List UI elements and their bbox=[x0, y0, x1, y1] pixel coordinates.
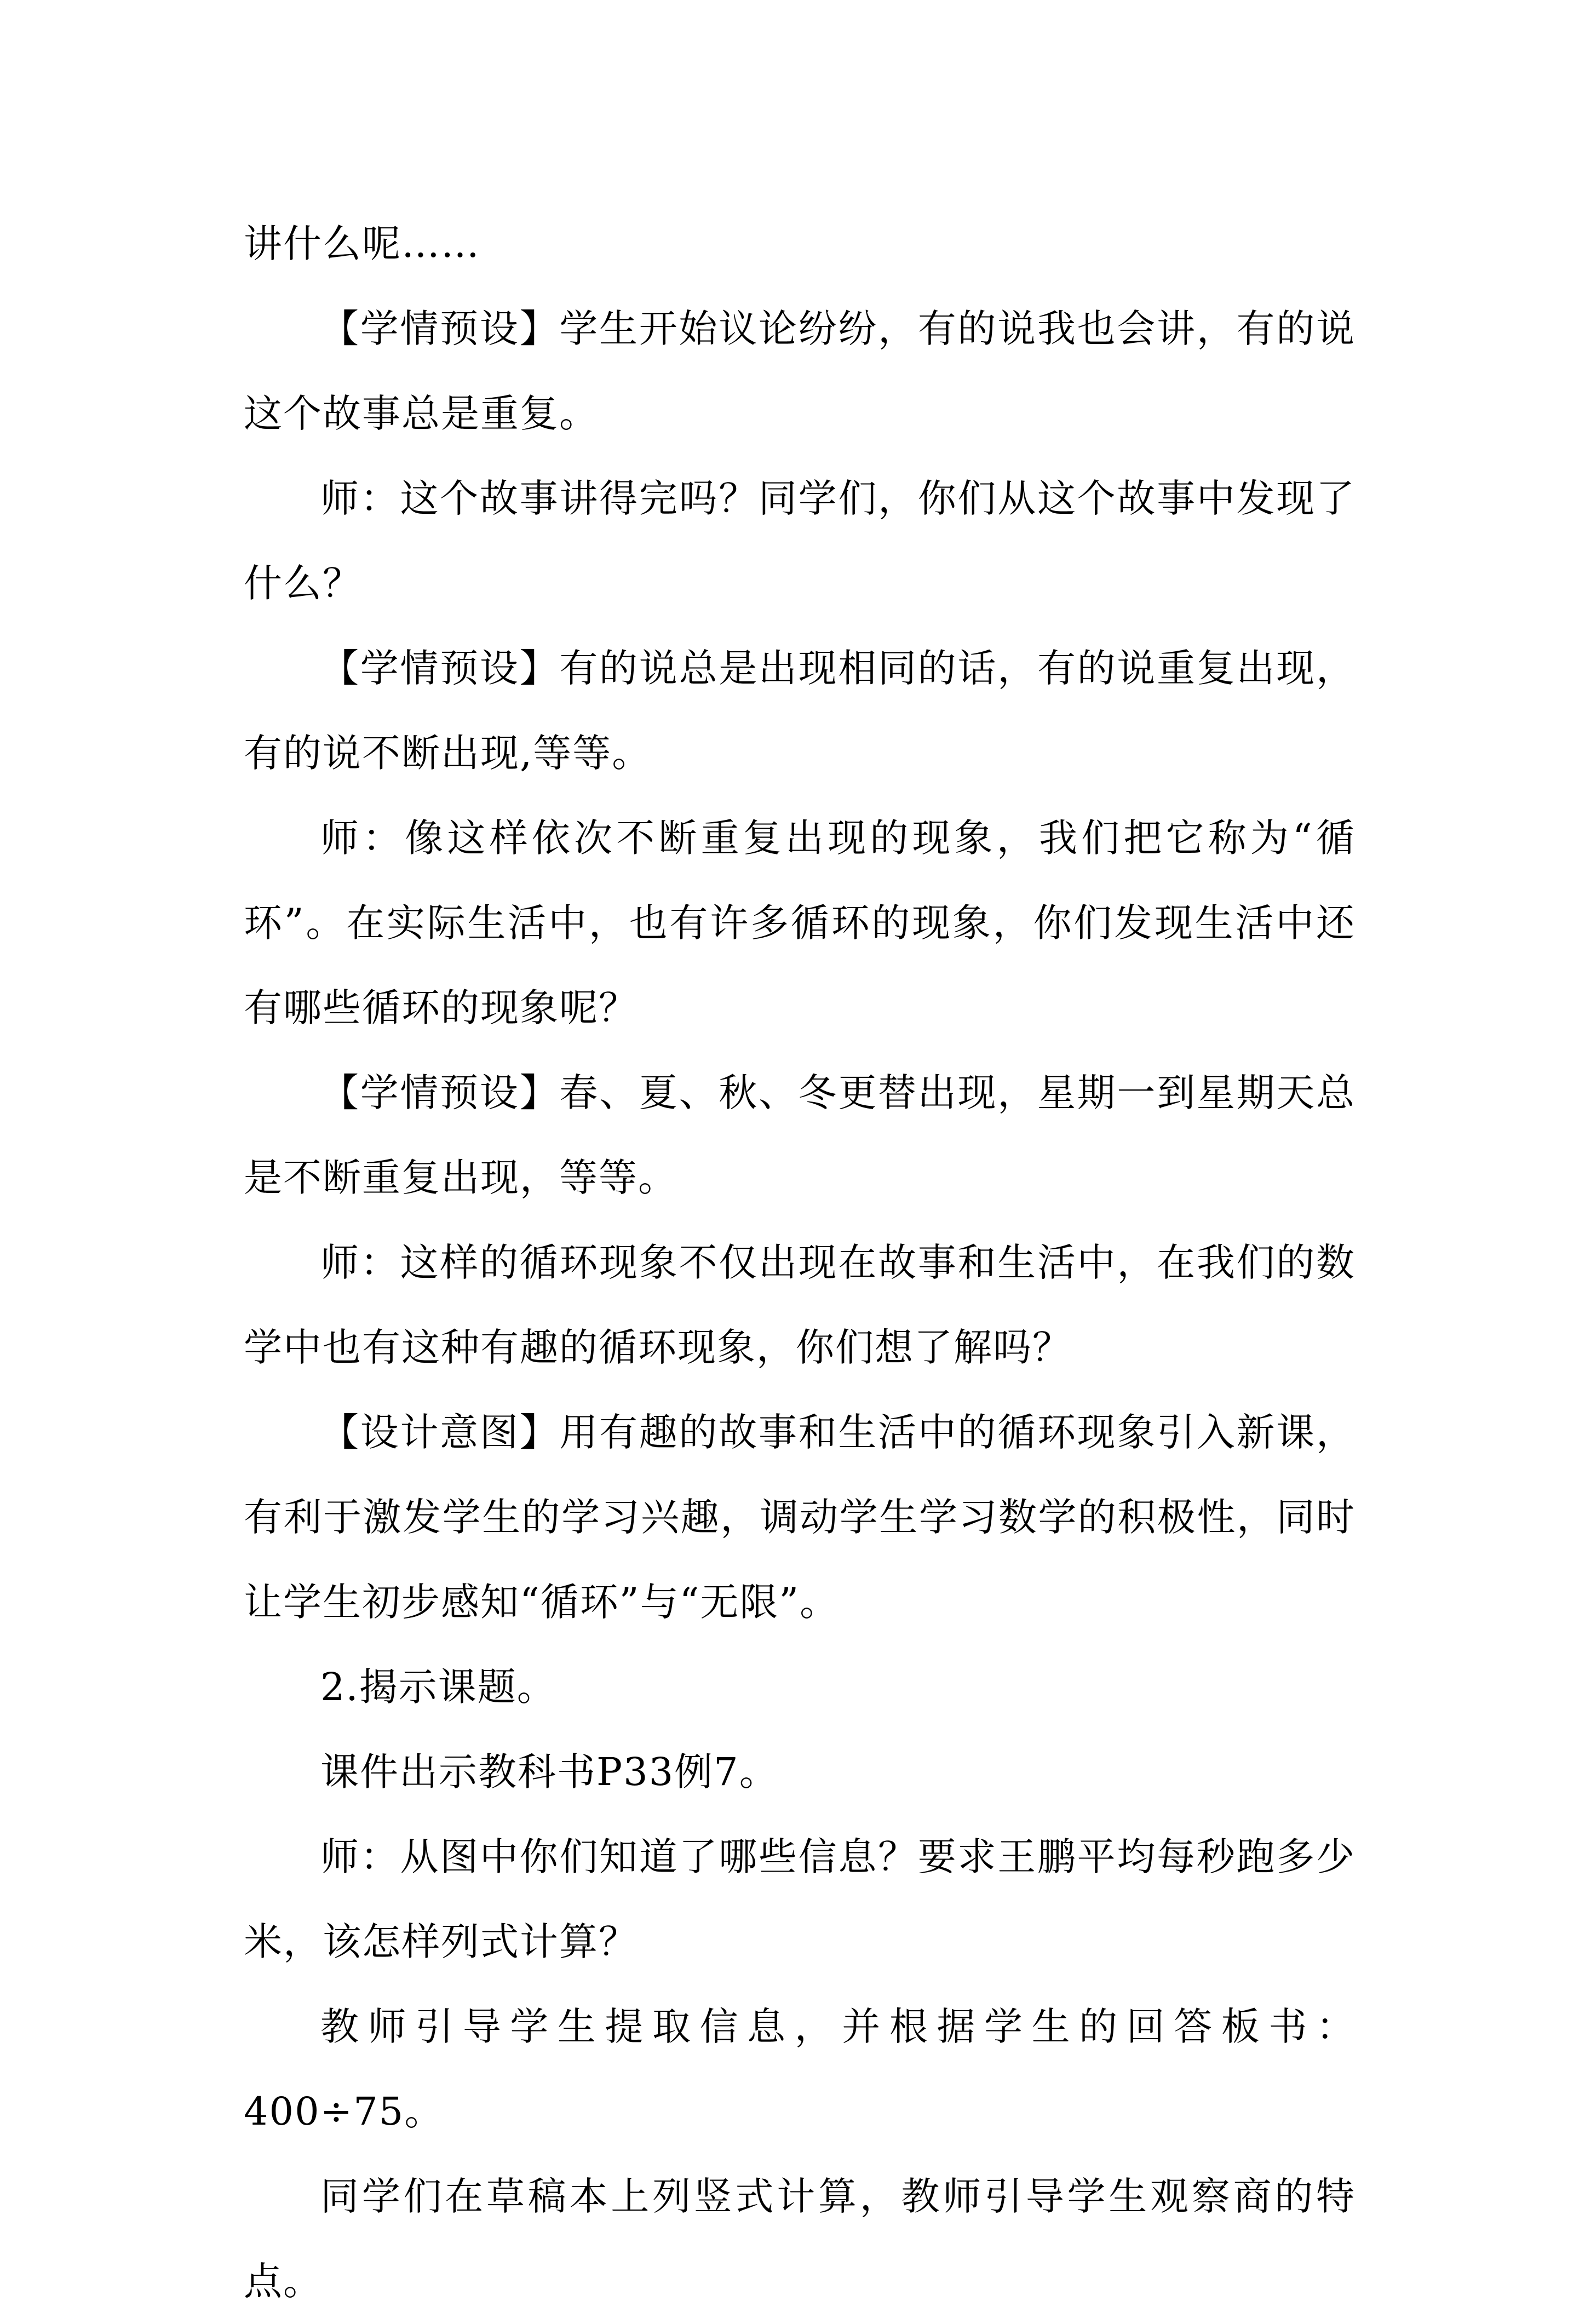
paragraph-student-preset-2: 【学情预设】有的说总是出现相同的话，有的说重复出现，有的说不断出现,等等。 bbox=[244, 646, 1356, 776]
paragraph-student-preset-3: 【学情预设】春、夏、秋、冬更替出现，星期一到星期天总是不断重复出现，等等。 bbox=[244, 1070, 1356, 1200]
paragraph-board-writing: 教师引导学生提取信息，并根据学生的回答板书：400÷75。 bbox=[244, 2004, 1356, 2134]
paragraph-teacher-cycle-definition: 师：像这样依次不断重复出现的现象，我们把它称为“循环”。在实际生活中，也有许多循环的现象，你们发现生活中还有哪些循环的现象呢？ bbox=[244, 816, 1356, 1030]
paragraph-courseware: 课件出示教科书P33例7。 bbox=[320, 1749, 779, 1794]
paragraph-design-intent: 【设计意图】用有趣的故事和生活中的循环现象引入新课，有利于激发学生的学习兴趣，调动学生学习数学的积极性，同时让学生初步感知“循环”与“无限”。 bbox=[244, 1410, 1356, 1625]
document-body bbox=[244, 202, 1356, 2324]
paragraph-vertical-calculation: 同学们在草稿本上列竖式计算，教师引导学生观察商的特点。 bbox=[244, 2174, 1356, 2304]
paragraph-continuation: 讲什么呢…… bbox=[244, 221, 480, 266]
paragraph-student-preset-1: 【学情预设】学生开始议论纷纷，有的说我也会讲，有的说这个故事总是重复。 bbox=[244, 306, 1356, 436]
paragraph-teacher-math-cycle: 师：这样的循环现象不仅出现在故事和生活中，在我们的数学中也有这种有趣的循环现象，你们想了解吗？ bbox=[244, 1240, 1356, 1370]
paragraph-teacher-question-2: 师：从图中你们知道了哪些信息？要求王鹏平均每秒跑多少米，该怎样列式计算？ bbox=[244, 1834, 1356, 1964]
paragraph-section-heading: 2.揭示课题。 bbox=[320, 1665, 556, 1709]
paragraph-teacher-question-1: 师：这个故事讲得完吗？同学们，你们从这个故事中发现了什么？ bbox=[244, 476, 1356, 606]
